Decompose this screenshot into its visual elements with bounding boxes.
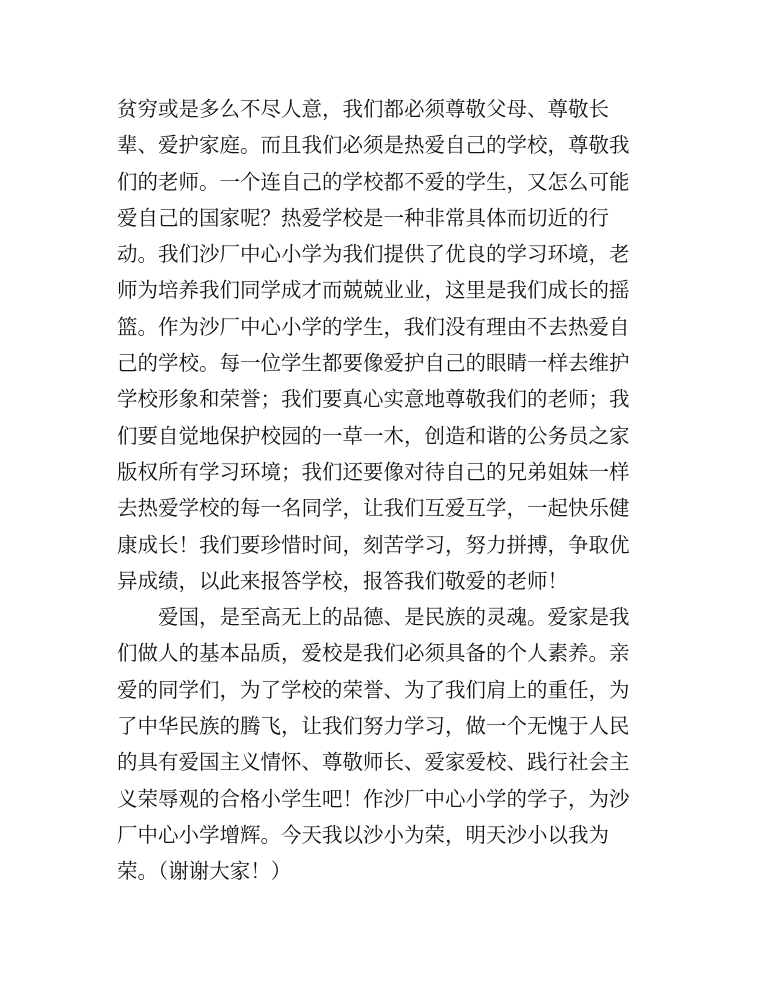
text-line: 荣。（谢谢大家！） <box>117 859 292 884</box>
text-line: 贫穷或是多么不尽人意，我们都必须尊敬父母、尊敬长 <box>117 97 609 121</box>
text-line: 了中华民族的腾飞，让我们努力学习，做一个无愧于人民 <box>117 714 630 739</box>
text-line: 师为培养我们同学成才而兢兢业业，这里是我们成长的摇 <box>117 278 630 303</box>
text-line: 康成长！我们要珍惜时间，刻苦学习，努力拼搏，争取优 <box>117 532 630 557</box>
text-line: 们做人的基本品质，爱校是我们必须具备的个人素养。亲 <box>117 641 630 666</box>
text-line: 异成绩，以此来报答学校，报答我们敬爱的老师！ <box>117 568 568 593</box>
text-line: 己的学校。每一位学生都要像爱护自己的眼睛一样去维护 <box>117 351 630 376</box>
text-line: 爱国，是至高无上的品德、是民族的灵魂。爱家是我 <box>158 605 630 630</box>
text-line: 爱自己的国家呢？热爱学校是一种非常具体而切近的行 <box>117 205 609 230</box>
text-line: 版权所有学习环境；我们还要像对待自己的兄弟姐妹一样 <box>117 459 630 484</box>
text-line: 爱的同学们，为了学校的荣誉、为了我们肩上的重任，为 <box>117 677 630 702</box>
body-text <box>117 91 637 890</box>
text-line: 们要自觉地保护校园的一草一木，创造和谐的公务员之家 <box>117 423 630 448</box>
text-line: 辈、爱护家庭。而且我们必须是热爱自己的学校，尊敬我 <box>117 133 630 158</box>
text-line: 厂中心小学增辉。今天我以沙小为荣，明天沙小以我为 <box>117 822 609 847</box>
text-line: 们的老师。一个连自己的学校都不爱的学生，又怎么可能 <box>117 169 630 194</box>
text-line: 去热爱学校的每一名同学，让我们互爱互学，一起快乐健 <box>117 496 630 521</box>
text-line: 动。我们沙厂中心小学为我们提供了优良的学习环境，老 <box>117 242 630 267</box>
text-line: 学校形象和荣誉；我们要真心实意地尊敬我们的老师；我 <box>117 387 630 412</box>
text-line: 义荣辱观的合格小学生吧！作沙厂中心小学的学子，为沙 <box>117 786 630 811</box>
text-line: 的具有爱国主义情怀、尊敬师长、爱家爱校、践行社会主 <box>117 750 630 775</box>
text-line: 篮。作为沙厂中心小学的学生，我们没有理由不去热爱自 <box>117 314 630 339</box>
